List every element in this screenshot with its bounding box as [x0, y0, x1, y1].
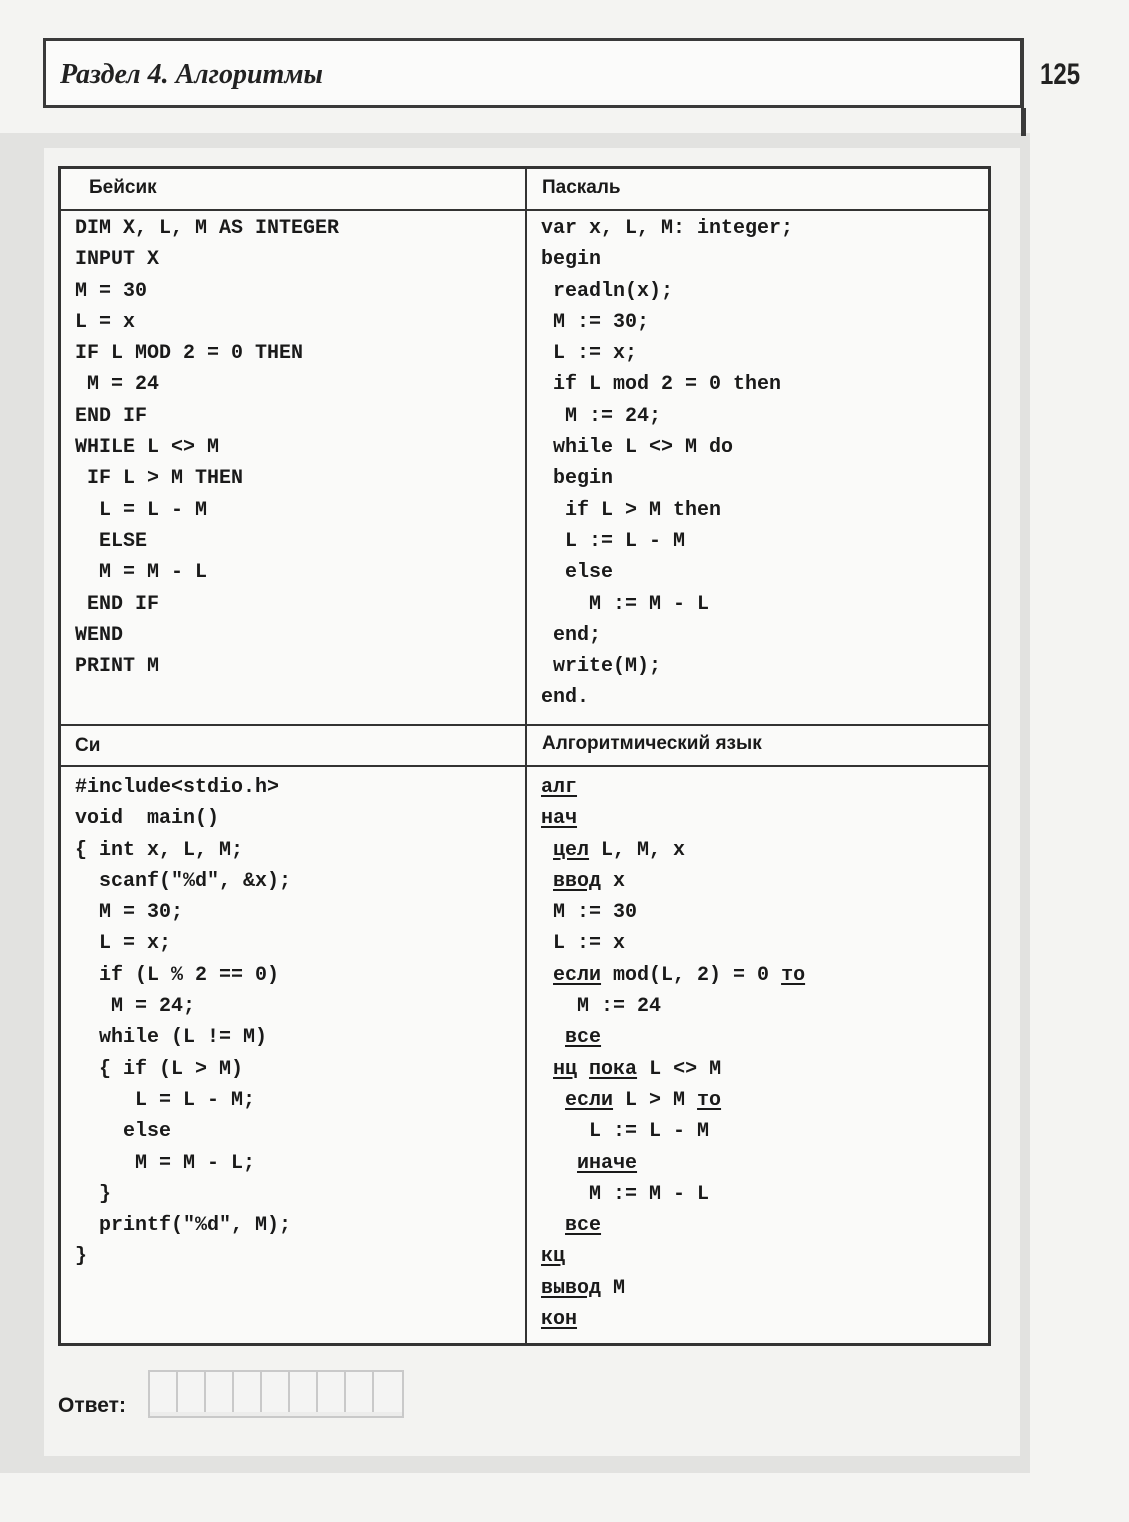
code-text [541, 1214, 565, 1237]
section-title: Раздел 4. Алгоритмы [60, 59, 323, 90]
pascal-heading: Паскаль [542, 177, 621, 198]
row-divider-top [61, 209, 988, 211]
keyword: кон [541, 1308, 578, 1332]
keyword: если [565, 1088, 614, 1112]
code-text: M := 30 [541, 901, 638, 925]
code-text [541, 1026, 565, 1049]
answer-cell[interactable] [178, 1372, 206, 1412]
code-text [541, 1089, 565, 1112]
code-text: M [601, 1276, 626, 1300]
keyword: ввод [553, 869, 602, 893]
code-text: L := x [541, 932, 626, 956]
code-text: L, M, x [589, 838, 686, 862]
code-text [577, 1058, 589, 1081]
code-text: L := L - M [541, 1120, 710, 1144]
answer-input-cells[interactable] [148, 1370, 404, 1418]
pascal-code: var x, L, M: integer; begin readln(x); M := 30; L := x; if L mod 2 = 0 then M := 24; while L <> M do begin if L > M then L := L - M else M := M - L end; write(M); end. [541, 217, 794, 710]
header-rule [1021, 108, 1026, 136]
keyword: все [565, 1214, 602, 1238]
row-divider-lower [61, 765, 988, 767]
row-divider-middle [61, 724, 988, 726]
answer-cell[interactable] [318, 1372, 346, 1412]
keyword: все [565, 1026, 602, 1050]
basic-code: DIM X, L, M AS INTEGER INPUT X M = 30 L = x IF L MOD 2 = 0 THEN M = 24 END IF WHILE L <> M IF L > M THEN L = L - M ELSE M = M - L END IF WEND PRINT M [75, 217, 340, 679]
keyword: иначе [577, 1151, 638, 1175]
section-header [43, 38, 1024, 108]
answer-cell[interactable] [206, 1372, 234, 1412]
c-heading: Си [75, 735, 101, 756]
code-text [541, 1152, 577, 1175]
keyword: кц [541, 1245, 566, 1269]
code-text: x [601, 869, 626, 893]
keyword: то [697, 1088, 722, 1112]
code-text [541, 839, 553, 862]
keyword: вывод [541, 1276, 602, 1300]
answer-cell[interactable] [374, 1372, 402, 1412]
code-text: L <> M [637, 1057, 722, 1081]
keyword: то [781, 963, 806, 987]
keyword: если [553, 963, 602, 987]
code-text [541, 964, 553, 987]
answer-label: Ответ: [58, 1394, 126, 1417]
answer-cell[interactable] [290, 1372, 318, 1412]
code-table [58, 166, 991, 1346]
keyword: нач [541, 807, 578, 831]
answer-cell[interactable] [262, 1372, 290, 1412]
code-text: L > M [613, 1088, 698, 1112]
column-divider [525, 169, 527, 1343]
answer-cell[interactable] [346, 1372, 374, 1412]
basic-heading: Бейсик [89, 177, 157, 198]
answer-cell[interactable] [234, 1372, 262, 1412]
c-code: #include<stdio.h> void main() { int x, L, M; scanf("%d", &x); M = 30; L = x; if (L % 2 == 0) M = 24; while (L != M) { if (L > M) L = L - M; else M = M - L; } printf("%d", M); } [75, 776, 292, 1269]
code-text [541, 1058, 553, 1081]
code-text [541, 870, 553, 893]
answer-cell[interactable] [150, 1372, 178, 1412]
keyword: цел [553, 838, 590, 862]
algo-heading: Алгоритмический язык [542, 733, 762, 754]
code-text: M := 24 [541, 995, 662, 1019]
code-text: M := M - L [541, 1182, 710, 1206]
algo-code [541, 772, 805, 1335]
page-number: 125 [1040, 58, 1081, 91]
keyword: нц [553, 1057, 578, 1081]
keyword: алг [541, 776, 578, 799]
keyword: пока [589, 1057, 638, 1081]
code-text: mod(L, 2) = 0 [601, 963, 782, 987]
